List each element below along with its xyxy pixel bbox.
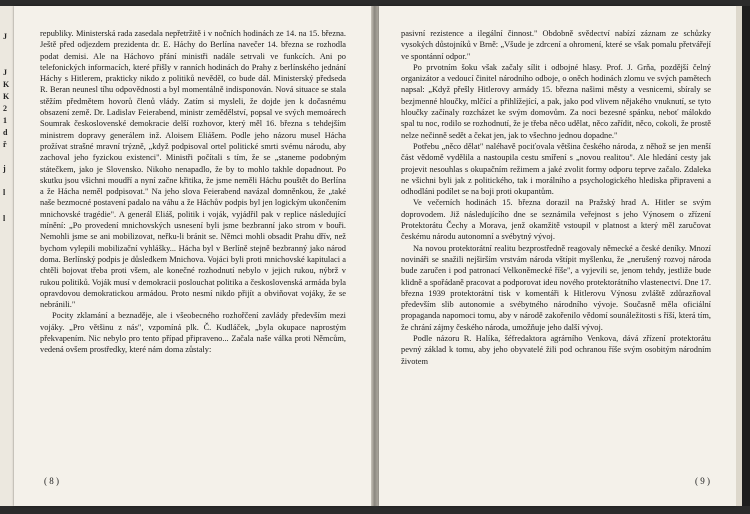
edge-letter: ř [3, 140, 7, 149]
edge-letter: J [3, 32, 7, 41]
next-page-edge [736, 6, 750, 506]
page-number: ( 9 ) [695, 476, 710, 486]
edge-letter: j [3, 164, 6, 173]
right-page [379, 6, 736, 506]
paragraph: Potřebu „něco dělat" naléhavě pociťovala většina českého národa, z něhož se jen menší část vědomě vydělila a nastoupila cestu smíření s „novou realitou". Ale hledání cesty jak projevit nesouhlas s okupačním režimem a jaké zvolit formy odporu teprve začalo. Zdaleka ne všichni byli jak z politického, tak i morálního a psychologického hlediska připraveni a odhodláni podílet se na boji proti okupantům. [401, 141, 711, 197]
book-gutter [371, 6, 379, 506]
edge-letter: d [3, 128, 8, 137]
left-page [14, 6, 371, 506]
edge-letter: 2 [3, 104, 7, 113]
paragraph: Ve večerních hodinách 15. března dorazil na Pražský hrad A. Hitler se svým doprovodem. Již následujícího dne se seznámila veřejnost s jeho Výnosem o zřízení Protektorátu Čechy a Morava, jenž okamžitě vstoupil v platnost a který měl zaručovat českému národu autonomní a svébytný vývoj. [401, 198, 711, 242]
paragraph: pasivní rezistence a ilegální činnost." Obdobně svědectví nabízí záznam ze schůzky vysokých důstojníků v Brně: „Všude je zdrcení a ohromení, které se však pomalu přetvářejí ve spontánní odpor." [401, 29, 711, 61]
edge-letter: l [3, 214, 6, 223]
paragraph: Po prvotním šoku však začaly sílit i odbojné hlasy. Prof. J. Grňa, pozdější čelný organizátor a vedoucí činitel národního odboje, o oněch hodinách zlomu ve svých pamětech napsal: „Když přešly Hitlerovy armády 15. března našimi městy a vesnicemi, sbíraly se bezjmenné hloučky, mlčící a přihlížející, a pak, jako pod vlivem nějakého vnuknutí, se tyto hloučky začínaly rozcházet ke svým domovům. Za noci bezesné spánku, neboť málokdo spal tu noc, rodilo se rozhodnutí, že je třeba něco udělat, něco zařídit, něco, cokoli, že prostě nelze nečinně sedět a čekat jen, jak to všechno jednou dopadne." [401, 62, 711, 140]
paragraph: republiky. Ministerská rada zasedala nepřetržitě i v nočních hodinách ze 14. na 15. března. Ještě před odjezdem prezidenta dr. E. Háchy do Berlína navečer 14. března se rozhodla podat demisi. Ale na Háchovo přání ministři nadále setrvali ve funkcích. Ani po telefonických informacích, které přišly v ranních hodinách do Prahy z berlínského jednání Háchy s Hitlerem, prakticky nikdo z politiků nevěděl, co bude dál. Ministerský předseda R. Beran neunesl tíhu odpovědnosti a byl momentálně indisponován. Nová situace se stala stěžím předmětem hovorů členů vlády. Zatím si mysleli, že dojde jen k dočasnému obsazení země. Dr. Ladislav Feierabend, ministr zemědělství, popsal ve svých memoárech Soumrak československé demokracie delší rozhovor, který měl 16. března s tehdejším ministrem dopravy generálem inž. Aloisem Eliášem. Podle jeho názoru musel Hácha prožívat strašné mravní trýzně, „když podpisoval ortel politické smrti svému národu, aby zachoval jeho fyzickou existenci". Ministři počítali s tím, že se „staneme podobným státečkem, jako je Slovensko. Nikoho nenapadlo, že by to mohlo takhle dopadnout. Po skutku jsou všichni moudří a nyní začne křitika, že jsme neměli Háchu pouštět do Berlína a že Hácha neměl podpisovat." Na jeho slova Feierabend navázal domněnkou, že „také naše bezmocné postavení padalo na váhu a že Háchův podpis byl jen logickým ukončením mnichovské tragédie". A generál Eliáš, politik i voják, vyjádřil pak v replice následující mínění: „Po provedení mnichovských usnesení byli jsme bezbranní jako strom v bouři. Nemohli jsme se ani mobilizovat, neřku-li bránit se. Němci mohli obsadit Prahu dřív, než bychom vylepili mobilizační vyhlášky... Hácha byl v Berlíně stejně bezbranný jako národ doma. Berlínský podpis je důsledkem Mnichova. Vojáci byli proti mnichovské kapitulaci a chtěli bojovat třeba proti všem, ale konečné rozhodnutí nebylo v jejich rukou, nýbrž v rukou politiků. Voják musí v demokracii poslouchat politika a československá armáda byla opravdovou demokratickou armádou. Proto nesmí nikdo přijít a obviňovat vojáky, že se nebránili." [40, 29, 346, 310]
edge-letter: 1 [3, 116, 7, 125]
left-page-text [40, 28, 346, 356]
edge-letter: J [3, 68, 7, 77]
edge-letter: l [3, 188, 6, 197]
paragraph: Podle názoru R. Halíka, šéfredaktora agrárního Venkova, dává zřízení protektorátu pevný základ k tomu, aby jeho obyvatelé žili pod ochranou říše svým osobitým národním životem [401, 334, 711, 366]
previous-page-edge [0, 6, 14, 506]
page-number: ( 8 ) [44, 476, 59, 486]
right-page-text [401, 28, 711, 367]
page-sheet-edge [736, 6, 742, 506]
edge-letter: K [3, 80, 10, 89]
paragraph: Na novou protektorátní realitu bezprostředně reagovaly německé a české deníky. Mnozí novináři se snažili nejširším vrstvám národa vštípit myšlenku, že „nerušený rozvoj národa bude zaručen i pod patronací Velkoněmecké říše", a vyjevili se, jenom tehdy, jestliže bude klidně a spořádaně pracovat a podporovat ideu nového protektorátního vlastenectví. Dne 17. března 1939 protektorátní tisk v komentáři k Hitlerovu Výnosu zvláště zdůrazňoval především slib autonomie a svébytného národního vývoje. Současně měla oficiální propaganda napomoci tomu, aby v národě zakořenilo vědomí sounáležitosti s říší, která tím, že chrání zájmy českého národa, umožňuje jeho další vývoj. [401, 243, 711, 332]
paragraph: Pocity zklamání a beznaděje, ale i všeobecného rozhořčení zavlády především mezi vojáky. „Pro většinu z nás", vzpomíná plk. Č. Kudláček, „byla okupace naprostým překvapením. Nic nebylo pro tento případ připraveno... Začala naše válka proti Němcům, vedená ovšem prostředky, které nám doma zůstaly: [40, 311, 346, 355]
edge-letter: K [3, 92, 10, 101]
